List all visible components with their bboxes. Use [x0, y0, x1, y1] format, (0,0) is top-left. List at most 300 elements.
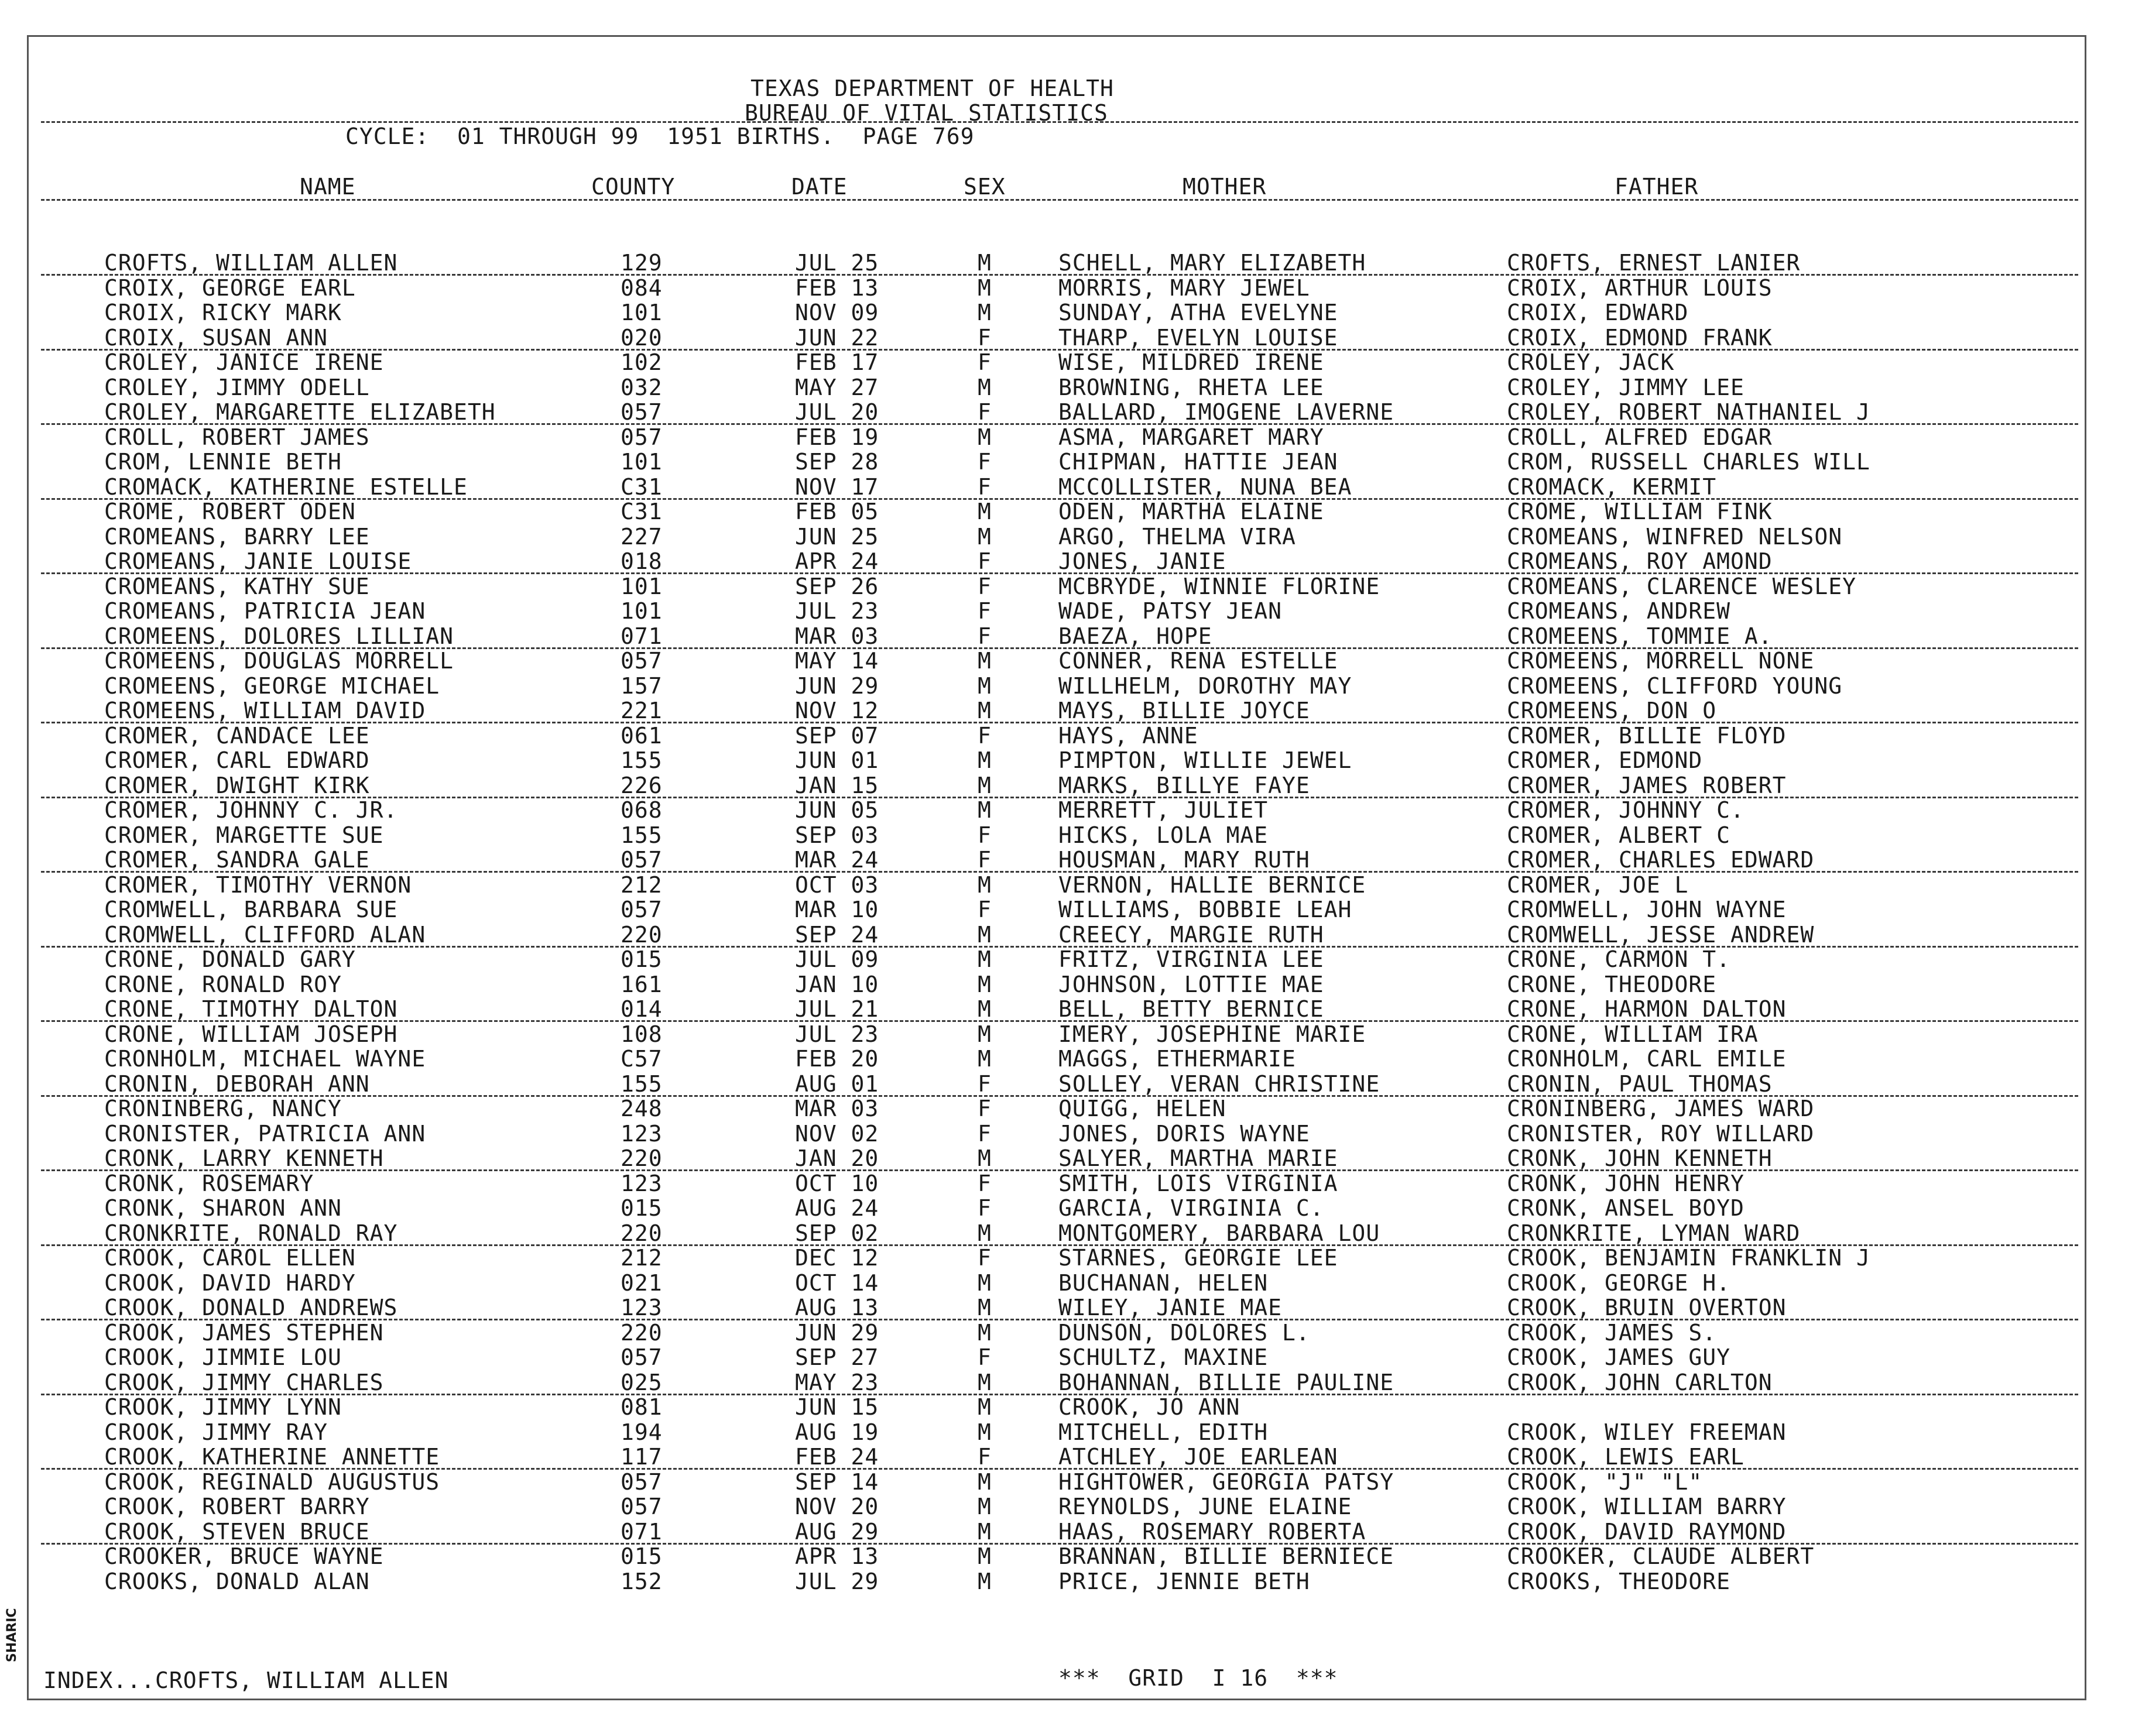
cell-county: 015 [621, 1195, 663, 1221]
cell-date: SEP 28 [795, 449, 879, 475]
cell-name: CROOKER, BRUCE WAYNE [104, 1543, 384, 1569]
cell-name: CROIX, SUSAN ANN [104, 325, 328, 351]
cell-name: CROOK, CAROL ELLEN [104, 1245, 356, 1271]
cell-father: CROMER, BILLIE FLOYD [1507, 723, 1787, 749]
cell-sex: F [978, 1096, 992, 1121]
cell-county: 061 [621, 723, 663, 749]
cell-mother: BAEZA, HOPE [1058, 623, 1212, 649]
cell-mother: BELL, BETTY BERNICE [1058, 996, 1324, 1022]
cell-name: CROLL, ROBERT JAMES [104, 424, 370, 450]
column-header-father: FATHER [1615, 174, 1699, 200]
table-row [0, 400, 2142, 424]
cell-county: 071 [621, 623, 663, 649]
cell-county: 021 [621, 1270, 663, 1296]
cell-father: CRONE, CARMON T. [1507, 946, 1731, 972]
cell-father: CROOK, WILEY FREEMAN [1507, 1419, 1787, 1445]
cell-name: CROMER, CANDACE LEE [104, 723, 370, 749]
cell-date: MAY 14 [795, 648, 879, 674]
cell-date: JAN 10 [795, 972, 879, 997]
cell-name: CROMER, MARGETTE SUE [104, 822, 384, 848]
cell-date: JUN 29 [795, 1320, 879, 1346]
cell-father: CROMEENS, MORRELL NONE [1507, 648, 1815, 674]
cell-date: APR 13 [795, 1543, 879, 1569]
cell-date: SEP 24 [795, 922, 879, 948]
cell-name: CROMEANS, BARRY LEE [104, 524, 370, 550]
cell-date: JUL 23 [795, 1021, 879, 1047]
cell-mother: MITCHELL, EDITH [1058, 1419, 1269, 1445]
cell-date: MAY 27 [795, 375, 879, 400]
cell-county: 220 [621, 1220, 663, 1246]
cell-father: CROMER, JOHNNY C. [1507, 797, 1745, 823]
cell-sex: F [978, 822, 992, 848]
cell-sex: F [978, 897, 992, 922]
cell-county: 020 [621, 325, 663, 351]
cell-sex: F [978, 349, 992, 375]
cell-county: 155 [621, 747, 663, 773]
cell-mother: ASMA, MARGARET MARY [1058, 424, 1324, 450]
cell-sex: F [978, 1344, 992, 1370]
cell-mother: DUNSON, DOLORES L. [1058, 1320, 1310, 1346]
cell-sex: M [978, 1394, 992, 1420]
cell-county: 057 [621, 897, 663, 922]
cell-sex: F [978, 1121, 992, 1147]
table-row [0, 574, 2142, 599]
cell-name: CROOK, KATHERINE ANNETTE [104, 1444, 440, 1470]
cell-mother: THARP, EVELYN LOUISE [1058, 325, 1338, 351]
cell-mother: HAYS, ANNE [1058, 723, 1198, 749]
table-row [0, 450, 2142, 474]
cell-date: JAN 20 [795, 1145, 879, 1171]
cell-mother: SUNDAY, ATHA EVELYNE [1058, 300, 1338, 325]
cell-county: 212 [621, 872, 663, 898]
cell-father: CROMER, JAMES ROBERT [1507, 773, 1787, 798]
cell-mother: BOHANNAN, BILLIE PAULINE [1058, 1370, 1394, 1395]
cell-date: DEC 12 [795, 1245, 879, 1271]
cell-date: OCT 03 [795, 872, 879, 898]
cell-sex: M [978, 1046, 992, 1072]
table-row [0, 773, 2142, 798]
cell-mother: MONTGOMERY, BARBARA LOU [1058, 1220, 1380, 1246]
cell-date: SEP 07 [795, 723, 879, 749]
cell-name: CROOK, JIMMIE LOU [104, 1344, 342, 1370]
cell-name: CROMEANS, KATHY SUE [104, 574, 370, 599]
cell-father: CROIX, ARTHUR LOUIS [1507, 275, 1773, 301]
cell-date: NOV 02 [795, 1121, 879, 1147]
cell-name: CROOK, JAMES STEPHEN [104, 1320, 384, 1346]
cell-sex: M [978, 1220, 992, 1246]
table-row [0, 698, 2142, 723]
cell-name: CROMEENS, DOUGLAS MORRELL [104, 648, 454, 674]
cell-mother: WISE, MILDRED IRENE [1058, 349, 1324, 375]
cell-mother: BROWNING, RHETA LEE [1058, 375, 1324, 400]
table-row [0, 1246, 2142, 1270]
cell-father: CROOK, BENJAMIN FRANKLIN J [1507, 1245, 1870, 1271]
cell-mother: HOUSMAN, MARY RUTH [1058, 847, 1310, 873]
cell-county: 129 [621, 250, 663, 276]
cell-name: CROOK, REGINALD AUGUSTUS [104, 1469, 440, 1495]
cell-sex: M [978, 773, 992, 798]
cell-date: SEP 27 [795, 1344, 879, 1370]
table-row [0, 1395, 2142, 1419]
cell-date: NOV 17 [795, 474, 879, 500]
cell-date: FEB 19 [795, 424, 879, 450]
cell-name: CRONKRITE, RONALD RAY [104, 1220, 398, 1246]
cell-name: CROFTS, WILLIAM ALLEN [104, 250, 398, 276]
cell-sex: F [978, 1071, 992, 1097]
cell-date: JUL 23 [795, 598, 879, 624]
cell-mother: HICKS, LOLA MAE [1058, 822, 1269, 848]
cell-name: CROMACK, KATHERINE ESTELLE [104, 474, 468, 500]
column-header-sex: SEX [964, 174, 1006, 200]
cell-mother: CHIPMAN, HATTIE JEAN [1058, 449, 1338, 475]
table-row [0, 1171, 2142, 1196]
cell-sex: F [978, 1444, 992, 1470]
cell-sex: F [978, 474, 992, 500]
cell-date: JUN 22 [795, 325, 879, 351]
cell-mother: WILLHELM, DOROTHY MAY [1058, 673, 1352, 699]
cell-date: SEP 03 [795, 822, 879, 848]
table-row [0, 251, 2142, 275]
cell-date: SEP 14 [795, 1469, 879, 1495]
cell-date: MAR 24 [795, 847, 879, 873]
cell-county: 057 [621, 399, 663, 425]
cell-mother: WILEY, JANIE MAE [1058, 1295, 1283, 1320]
cell-name: CROMEANS, JANIE LOUISE [104, 548, 412, 574]
cell-name: CROOKS, DONALD ALAN [104, 1569, 370, 1594]
table-row [0, 1470, 2142, 1494]
cell-sex: F [978, 548, 992, 574]
cell-county: 220 [621, 1145, 663, 1171]
cell-sex: M [978, 698, 992, 723]
cell-name: CROMER, JOHNNY C. JR. [104, 797, 398, 823]
cell-sex: M [978, 922, 992, 948]
row-separator [41, 1020, 2078, 1022]
cell-mother: CONNER, RENA ESTELLE [1058, 648, 1338, 674]
cell-county: C31 [621, 499, 663, 524]
cell-father: CROOK, BRUIN OVERTON [1507, 1295, 1787, 1320]
cell-father: CROOK, JAMES GUY [1507, 1344, 1731, 1370]
table-row [0, 823, 2142, 848]
cell-date: AUG 24 [795, 1195, 879, 1221]
cell-sex: M [978, 275, 992, 301]
side-label: SHARIC [5, 1608, 19, 1662]
cell-name: CROMEENS, WILLIAM DAVID [104, 698, 426, 723]
cell-county: 220 [621, 1320, 663, 1346]
cell-date: FEB 13 [795, 275, 879, 301]
cell-name: CROME, ROBERT ODEN [104, 499, 356, 524]
cell-father: CROLEY, ROBERT NATHANIEL J [1507, 399, 1870, 425]
row-separator [41, 1169, 2078, 1171]
cell-county: 123 [621, 1295, 663, 1320]
cell-name: CRONK, ROSEMARY [104, 1171, 314, 1196]
row-separator [41, 722, 2078, 723]
cell-father: CROMEENS, TOMMIE A. [1507, 623, 1773, 649]
cell-name: CROMWELL, BARBARA SUE [104, 897, 398, 922]
cell-father: CROLEY, JACK [1507, 349, 1675, 375]
cell-sex: F [978, 1195, 992, 1221]
cell-county: 101 [621, 449, 663, 475]
cell-mother: WILLIAMS, BOBBIE LEAH [1058, 897, 1352, 922]
cell-mother: SCHELL, MARY ELIZABETH [1058, 250, 1366, 276]
cell-sex: M [978, 1320, 992, 1346]
table-row [0, 1420, 2142, 1445]
cell-county: 032 [621, 375, 663, 400]
table-row [0, 1445, 2142, 1469]
table-row [0, 1221, 2142, 1246]
cell-father: CROOK, "J" "L" [1507, 1469, 1703, 1495]
cell-date: MAR 03 [795, 623, 879, 649]
cell-name: CROOK, JIMMY LYNN [104, 1394, 342, 1420]
cell-mother: JOHNSON, LOTTIE MAE [1058, 972, 1324, 997]
cell-name: CROLEY, JANICE IRENE [104, 349, 384, 375]
cell-father: CROIX, EDMOND FRANK [1507, 325, 1773, 351]
cell-father: CROMEENS, CLIFFORD YOUNG [1507, 673, 1843, 699]
table-row [0, 848, 2142, 872]
row-separator [41, 1319, 2078, 1320]
cell-county: 102 [621, 349, 663, 375]
cell-sex: M [978, 524, 992, 550]
row-separator [41, 647, 2078, 649]
row-separator [41, 349, 2078, 351]
cell-name: CROLEY, JIMMY ODELL [104, 375, 370, 400]
table-row [0, 499, 2142, 524]
cell-sex: M [978, 648, 992, 674]
cell-county: 221 [621, 698, 663, 723]
cell-father: CROOK, JOHN CARLTON [1507, 1370, 1773, 1395]
cell-name: CROMEENS, GEORGE MICHAEL [104, 673, 440, 699]
cell-sex: M [978, 1519, 992, 1545]
cell-sex: F [978, 399, 992, 425]
cell-name: CRONE, DONALD GARY [104, 946, 356, 972]
cell-sex: M [978, 375, 992, 400]
cell-sex: M [978, 1494, 992, 1519]
cell-name: CROLEY, MARGARETTE ELIZABETH [104, 399, 496, 425]
cell-father: CROOKS, THEODORE [1507, 1569, 1731, 1594]
cell-name: CROOK, JIMMY RAY [104, 1419, 328, 1445]
cell-father: CRONK, ANSEL BOYD [1507, 1195, 1745, 1221]
separator-top [41, 121, 2078, 123]
cell-county: 057 [621, 847, 663, 873]
cell-date: OCT 10 [795, 1171, 879, 1196]
table-row [0, 1295, 2142, 1320]
cell-mother: MERRETT, JULIET [1058, 797, 1269, 823]
row-separator [41, 1394, 2078, 1395]
cell-sex: M [978, 1021, 992, 1047]
cell-name: CROM, LENNIE BETH [104, 449, 342, 475]
cell-mother: MCCOLLISTER, NUNA BEA [1058, 474, 1352, 500]
cell-father: CROME, WILLIAM FINK [1507, 499, 1773, 524]
cell-father: CROLEY, JIMMY LEE [1507, 375, 1745, 400]
cell-father: CRONE, THEODORE [1507, 972, 1717, 997]
cell-date: JUL 20 [795, 399, 879, 425]
cell-mother: IMERY, JOSEPHINE MARIE [1058, 1021, 1366, 1047]
cell-county: 108 [621, 1021, 663, 1047]
cell-date: FEB 20 [795, 1046, 879, 1072]
cell-date: JUN 29 [795, 673, 879, 699]
column-header-mother: MOTHER [1183, 174, 1267, 200]
cell-date: JUL 25 [795, 250, 879, 276]
cell-mother: SMITH, LOIS VIRGINIA [1058, 1171, 1338, 1196]
cell-father: CRONIN, PAUL THOMAS [1507, 1071, 1773, 1097]
cell-father: CROM, RUSSELL CHARLES WILL [1507, 449, 1870, 475]
cell-mother: HIGHTOWER, GEORGIA PATSY [1058, 1469, 1394, 1495]
cell-county: 084 [621, 275, 663, 301]
cell-sex: M [978, 972, 992, 997]
cell-name: CRONHOLM, MICHAEL WAYNE [104, 1046, 426, 1072]
cell-father: CROOK, DAVID RAYMOND [1507, 1519, 1787, 1545]
cell-mother: BALLARD, IMOGENE LAVERNE [1058, 399, 1394, 425]
cell-county: 057 [621, 1494, 663, 1519]
cell-mother: REYNOLDS, JUNE ELAINE [1058, 1494, 1352, 1519]
cell-father: CROLL, ALFRED EDGAR [1507, 424, 1773, 450]
cell-county: 161 [621, 972, 663, 997]
cell-name: CRONK, LARRY KENNETH [104, 1145, 384, 1171]
row-separator [41, 423, 2078, 425]
cell-name: CRONE, WILLIAM JOSEPH [104, 1021, 398, 1047]
cell-county: 117 [621, 1444, 663, 1470]
table-row [0, 897, 2142, 922]
cell-name: CROMER, TIMOTHY VERNON [104, 872, 412, 898]
cell-county: 123 [621, 1171, 663, 1196]
cell-date: FEB 05 [795, 499, 879, 524]
cell-date: JUN 05 [795, 797, 879, 823]
cell-mother: PRICE, JENNIE BETH [1058, 1569, 1310, 1594]
cell-date: NOV 09 [795, 300, 879, 325]
footer-grid: *** GRID I 16 *** [1058, 1665, 1338, 1691]
table-row [0, 1096, 2142, 1121]
cell-mother: CREECY, MARGIE RUTH [1058, 922, 1324, 948]
cell-date: FEB 17 [795, 349, 879, 375]
cell-date: JUL 09 [795, 946, 879, 972]
cell-county: 057 [621, 1469, 663, 1495]
cell-mother: MARKS, BILLYE FAYE [1058, 773, 1310, 798]
cell-mother: ARGO, THELMA VIRA [1058, 524, 1296, 550]
cell-date: FEB 24 [795, 1444, 879, 1470]
table-row [0, 1569, 2142, 1594]
cell-name: CRONINBERG, NANCY [104, 1096, 342, 1121]
cell-mother: ATCHLEY, JOE EARLEAN [1058, 1444, 1338, 1470]
cell-father: CRONHOLM, CARL EMILE [1507, 1046, 1787, 1072]
cell-date: JUN 25 [795, 524, 879, 550]
cell-sex: M [978, 1543, 992, 1569]
cell-sex: F [978, 623, 992, 649]
cell-county: 226 [621, 773, 663, 798]
cell-date: AUG 19 [795, 1419, 879, 1445]
cell-sex: M [978, 1419, 992, 1445]
cell-sex: F [978, 1171, 992, 1196]
row-separator [41, 498, 2078, 500]
cell-sex: M [978, 747, 992, 773]
cell-father: CROMER, ALBERT C [1507, 822, 1731, 848]
cell-mother: JONES, DORIS WAYNE [1058, 1121, 1310, 1147]
cell-date: JAN 15 [795, 773, 879, 798]
cell-sex: M [978, 1569, 992, 1594]
cell-date: AUG 13 [795, 1295, 879, 1320]
cell-sex: M [978, 673, 992, 699]
cell-father: CROIX, EDWARD [1507, 300, 1689, 325]
table-row [0, 1146, 2142, 1171]
cell-county: 123 [621, 1121, 663, 1147]
cell-date: JUN 01 [795, 747, 879, 773]
cell-date: APR 24 [795, 548, 879, 574]
table-row [0, 922, 2142, 947]
cell-mother: WADE, PATSY JEAN [1058, 598, 1283, 624]
cell-mother: MAYS, BILLIE JOYCE [1058, 698, 1310, 723]
cell-county: 081 [621, 1394, 663, 1420]
cell-county: 248 [621, 1096, 663, 1121]
cell-mother: MORRIS, MARY JEWEL [1058, 275, 1310, 301]
table-row [0, 276, 2142, 300]
cell-county: 155 [621, 822, 663, 848]
cell-father: CROMER, CHARLES EDWARD [1507, 847, 1815, 873]
cell-sex: M [978, 946, 992, 972]
cell-name: CRONIN, DEBORAH ANN [104, 1071, 370, 1097]
cell-mother: BRANNAN, BILLIE BERNIECE [1058, 1543, 1394, 1569]
cell-father: CRONKRITE, LYMAN WARD [1507, 1220, 1801, 1246]
cell-father: CRONE, HARMON DALTON [1507, 996, 1787, 1022]
cell-name: CROOK, ROBERT BARRY [104, 1494, 370, 1519]
table-row [0, 1519, 2142, 1544]
cell-date: NOV 20 [795, 1494, 879, 1519]
table-row [0, 1544, 2142, 1569]
cell-name: CROIX, RICKY MARK [104, 300, 342, 325]
table-row [0, 798, 2142, 822]
table-row [0, 972, 2142, 997]
cell-father: CRONK, JOHN KENNETH [1507, 1145, 1773, 1171]
table-row [0, 723, 2142, 748]
cell-sex: F [978, 723, 992, 749]
cell-sex: M [978, 1469, 992, 1495]
cell-county: 014 [621, 996, 663, 1022]
table-row [0, 624, 2142, 649]
cell-county: 152 [621, 1569, 663, 1594]
cell-county: 057 [621, 648, 663, 674]
cell-mother: VERNON, HALLIE BERNICE [1058, 872, 1366, 898]
cell-county: 015 [621, 946, 663, 972]
row-separator [41, 572, 2078, 574]
cell-mother: MAGGS, ETHERMARIE [1058, 1046, 1296, 1072]
cell-county: 212 [621, 1245, 663, 1271]
cell-date: SEP 02 [795, 1220, 879, 1246]
cell-county: 101 [621, 300, 663, 325]
cell-name: CROMER, SANDRA GALE [104, 847, 370, 873]
table-row [0, 325, 2142, 350]
cell-name: CROMER, DWIGHT KIRK [104, 773, 370, 798]
cell-mother: SALYER, MARTHA MARIE [1058, 1145, 1338, 1171]
cell-father: CRONK, JOHN HENRY [1507, 1171, 1745, 1196]
cell-name: CROOK, DAVID HARDY [104, 1270, 356, 1296]
row-separator [41, 1543, 2078, 1545]
cell-sex: M [978, 1145, 992, 1171]
cell-sex: M [978, 300, 992, 325]
row-separator [41, 871, 2078, 873]
cell-date: JUL 21 [795, 996, 879, 1022]
cell-name: CRONE, RONALD ROY [104, 972, 342, 997]
row-separator [41, 1095, 2078, 1097]
row-separator [41, 1244, 2078, 1246]
cell-sex: F [978, 449, 992, 475]
table-row [0, 674, 2142, 698]
table-row [0, 1345, 2142, 1370]
cell-father: CROMEANS, CLARENCE WESLEY [1507, 574, 1856, 599]
cell-sex: M [978, 250, 992, 276]
cell-name: CROIX, GEORGE EARL [104, 275, 356, 301]
cell-date: AUG 29 [795, 1519, 879, 1545]
cell-sex: M [978, 1270, 992, 1296]
cell-county: 068 [621, 797, 663, 823]
cell-name: CROMEANS, PATRICIA JEAN [104, 598, 426, 624]
table-row [0, 1072, 2142, 1096]
